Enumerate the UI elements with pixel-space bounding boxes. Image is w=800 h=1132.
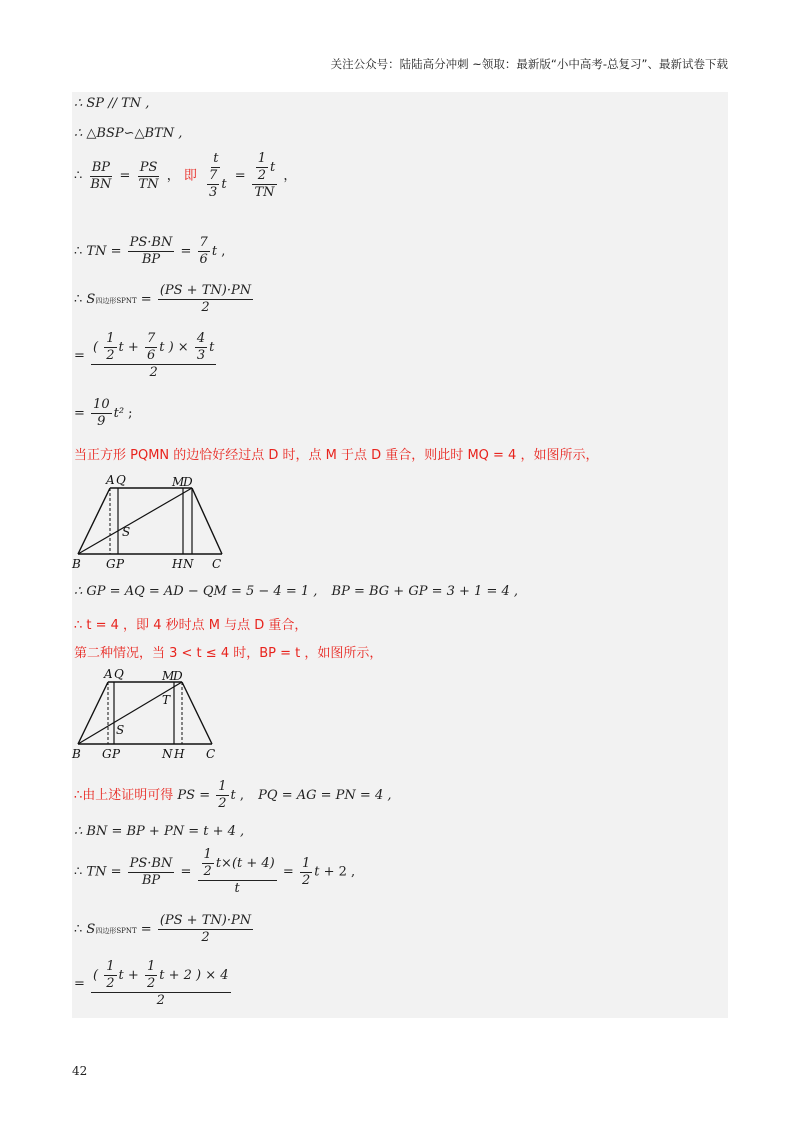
fig2-label-p: P — [112, 747, 121, 761]
line-bn-value: ∴ BN = BP + PN = t + 4 , — [74, 824, 245, 839]
fraction-ps-tn: $\frac{PS}{TN}$ — [138, 159, 159, 192]
fig2-label-c: C — [206, 747, 216, 761]
line-ps-half-t: ∴由上述证明可得 PS = $\frac{1}{2}$ t , PQ = AG = PN = 4 , — [74, 779, 392, 811]
fig1-label-d: D — [183, 475, 193, 489]
red-ji: 即 — [183, 168, 197, 184]
fig1-label-n: N — [183, 557, 194, 570]
fig2-label-s: S — [116, 723, 125, 737]
fraction-half-t-over-tn: $\frac{1}{2}$ t TN — [252, 152, 278, 200]
fraction-bp-bn: $\frac{BP}{BN}$ — [90, 159, 112, 192]
case-square-through-d: 当正方形 PQMN 的边恰好经过点 D 时，点 M 于点 D 重合，则此时 MQ = 4 ，如图所示， — [74, 448, 599, 463]
fig2-label-t: T — [162, 693, 171, 707]
fig2-label-b: B — [72, 747, 81, 761]
fig2-label-h: H — [174, 747, 185, 761]
case-two-heading: 第二种情况，当 3 < t ≤ 4 时，BP = t ，如图所示， — [74, 646, 383, 661]
fig1-label-h: H — [172, 557, 183, 570]
line-tn-value: ∴ TN = $\frac{PS\cdot BN}{BP}$ = $\frac{7}{6}$ t , — [74, 235, 226, 267]
fig1-label-q: Q — [116, 473, 126, 487]
trapezoid-figure-1 — [70, 470, 240, 570]
fig1-label-p: P — [116, 557, 125, 570]
fig2-label-a: A — [104, 667, 113, 681]
red-from-proof: ∴由上述证明可得 — [74, 788, 174, 803]
fig2-label-d: D — [173, 669, 183, 683]
line-area-substitution-case2: = ( $\frac{1}{2}$ t + $\frac{1}{2}$ t + 2 ) × 4 2 — [74, 959, 229, 1008]
fig2-label-g: G — [102, 747, 112, 761]
fig2-label-n: N — [162, 747, 173, 761]
gp-equation: ∴ GP = AQ = AD − QM = 5 − 4 = 1 , — [74, 584, 318, 599]
line-area-formula-case2: ∴ S四边形SPNT = $\frac{(PS + TN)\cdot PN}{2}$ — [74, 913, 252, 945]
fig1-label-a: A — [106, 473, 115, 487]
line-proportion: ∴ $\frac{BP}{BN}$ = $\frac{PS}{TN}$ ， 即 t $\frac{7}{3}$ t = $\frac{1}{2}$ t TN ， — [74, 151, 297, 200]
line-area-formula: ∴ S四边形SPNT = $\frac{(PS + TN)\cdot PN}{2}$ — [74, 283, 252, 315]
line-area-result: = $\frac{10}{9}$ t² ; — [74, 397, 133, 429]
line-tn-case2: ∴ TN = $\frac{PS\cdot BN}{BP}$ = $\frac{1}{2}$ t×(t + 4) t = $\frac{1}{2}$ t + 2 , — [74, 847, 356, 896]
line-area-substitution: = ( $\frac{1}{2}$ t + $\frac{7}{6}$ t ) × $\frac{4}{3}$ t 2 — [74, 331, 215, 380]
fig1-label-c: C — [212, 557, 222, 570]
trapezoid-figure-2 — [70, 666, 240, 762]
line-sp-parallel-tn: ∴ SP // TN , — [74, 96, 150, 111]
fig2-label-m: M — [162, 669, 175, 683]
therefore-symbol: ∴ — [74, 168, 83, 184]
fig1-label-g: G — [106, 557, 116, 570]
line-similar-triangles: ∴ △BSP∽△BTN , — [74, 126, 183, 141]
fig1-label-m: M — [172, 475, 185, 489]
page-number: 42 — [72, 1064, 88, 1078]
line-gp-value — [74, 584, 518, 599]
pq-equation: PQ = AG = PN = 4 , — [258, 788, 392, 803]
bp-equation: BP = BG + GP = 3 + 1 = 4 , — [331, 584, 519, 599]
line-t-equals-4: ∴ t = 4 ，即 4 秒时点 M 与点 D 重合， — [74, 618, 308, 633]
fig2-label-q: Q — [114, 667, 124, 681]
fig1-label-b: B — [72, 557, 81, 570]
page-header: 关注公众号：陆陆高分冲刺 ~领取：最新版“小中高考-总复习”、最新试卷下载 — [330, 57, 728, 71]
fig1-label-s: S — [122, 525, 131, 539]
fraction-t-over-7-3t: t $\frac{7}{3}$ t — [209, 151, 227, 200]
